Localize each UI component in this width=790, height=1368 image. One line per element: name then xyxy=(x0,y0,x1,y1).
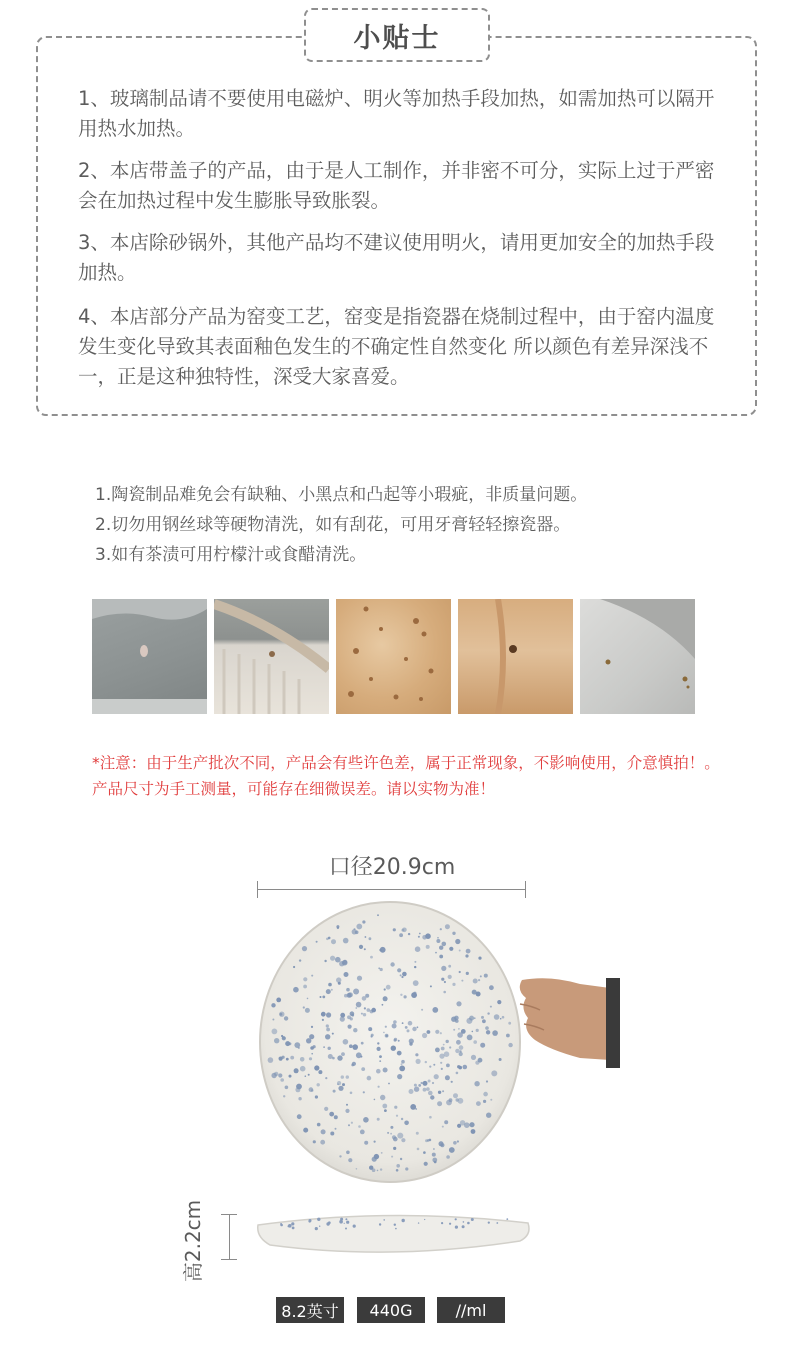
plate-side-view xyxy=(250,1205,540,1265)
height-line xyxy=(229,1214,230,1260)
care-notes xyxy=(95,480,735,570)
tip-item-1: 1、玻璃制品请不要使用电磁炉、明火等加热手段加热，如需加热可以隔开用热水加热。 xyxy=(78,87,715,140)
defect-photo-2 xyxy=(214,599,329,714)
plate-top-view xyxy=(250,900,620,1200)
tip-item-4: 4、本店部分产品为窑变工艺，窑变是指瓷器在烧制过程中，由于窑内温度发生变化导致其表面釉色发生的不确定性自然变化 所以颜色有差异深浅不一，正是这种独特性，深受大家喜爱。 xyxy=(78,305,715,388)
care-note-2: 2.切勿用钢丝球等硬物清洗，如有刮花，可用牙膏轻轻擦瓷器。 xyxy=(95,515,571,535)
height-tick-top xyxy=(221,1214,237,1215)
spec-volume-badge: //ml xyxy=(437,1297,505,1323)
care-note-3: 3.如有茶渍可用柠檬汁或食醋清洗。 xyxy=(95,545,367,565)
defect-photo-5 xyxy=(580,599,695,714)
diameter-tick-right xyxy=(525,881,526,898)
defect-photo-1 xyxy=(92,599,207,714)
height-tick-bottom xyxy=(221,1259,237,1260)
diameter-label: 口径20.9cm xyxy=(328,855,456,880)
tips-title: 小贴士 xyxy=(304,8,490,62)
care-note-1: 1.陶瓷制品难免会有缺釉、小黑点和凸起等小瑕疵，非质量问题。 xyxy=(95,485,588,505)
diameter-tick-left xyxy=(257,881,258,898)
diameter-line xyxy=(258,889,526,890)
defect-photo-4 xyxy=(458,599,573,714)
caution-text: *注意：由于生产批次不同，产品会有些许色差，属于正常现象，不影响使用，介意慎拍！。产品尺寸为手工测量，可能存在细微误差。请以实物为准！ xyxy=(92,754,720,798)
tip-item-2: 2、本店带盖子的产品，由于是人工制作，并非密不可分，实际上过于严密会在加热过程中发生膨胀导致胀裂。 xyxy=(78,159,715,212)
tip-item-3: 3、本店除砂锅外，其他产品均不建议使用明火，请用更加安全的加热手段加热。 xyxy=(78,231,715,284)
spec-size-badge: 8.2英寸 xyxy=(276,1297,344,1323)
height-label: 高2.2cm xyxy=(180,1199,205,1283)
spec-weight-badge: 440G xyxy=(357,1297,425,1323)
defect-photo-3 xyxy=(336,599,451,714)
